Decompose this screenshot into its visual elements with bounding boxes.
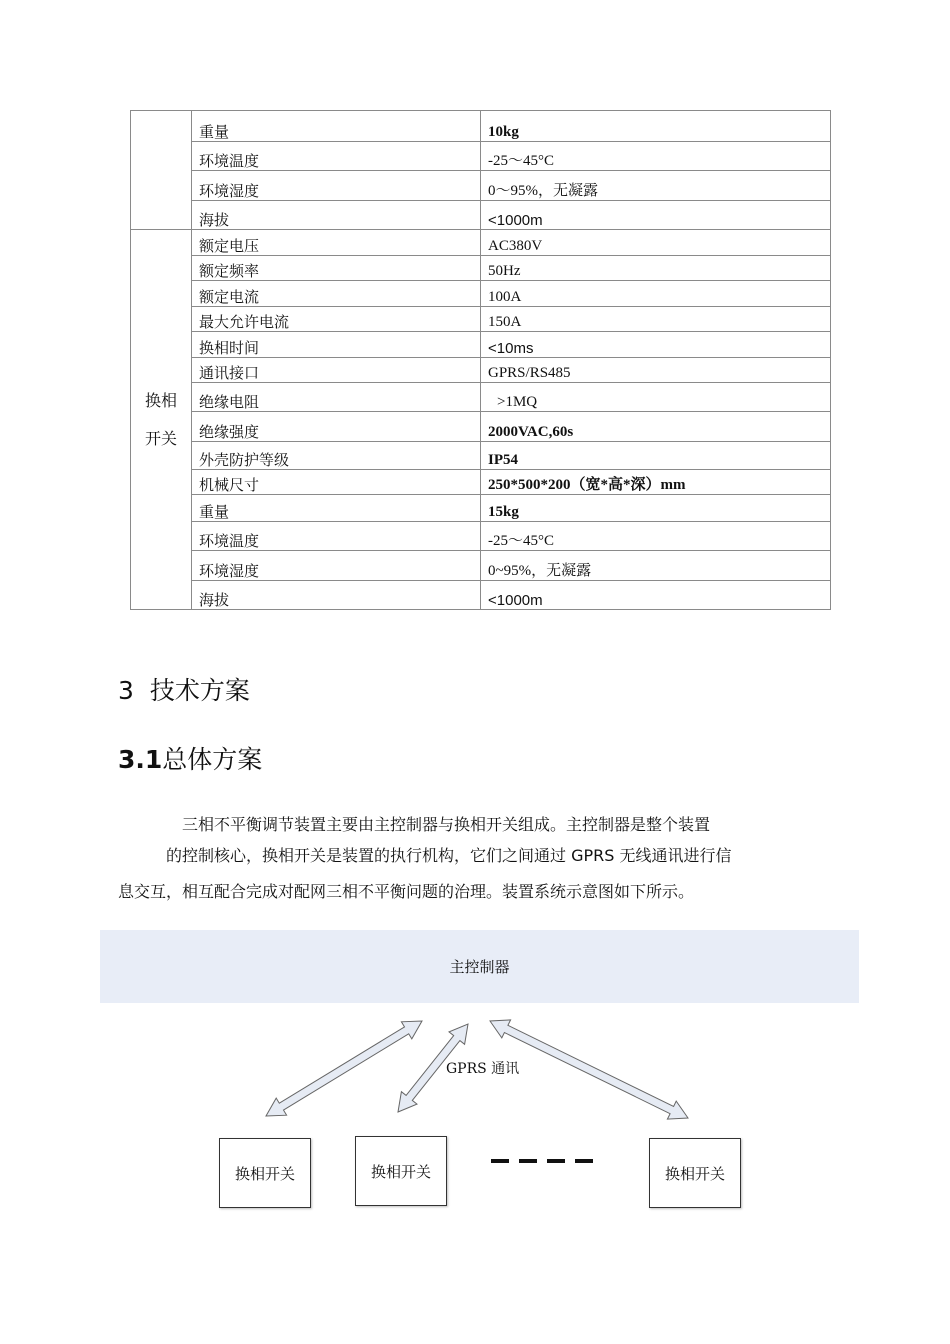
- section-title: 总体方案: [162, 745, 263, 774]
- value-cell: GPRS/RS485: [481, 358, 831, 383]
- switch-label: 换相开关: [234, 1164, 295, 1183]
- param-cell: 换相时间: [192, 332, 481, 358]
- section-3-heading: [118, 671, 250, 707]
- value-cell: <1000m: [481, 201, 831, 230]
- section-number: 3.1: [118, 745, 163, 774]
- ellipsis-dash: [519, 1159, 537, 1163]
- arrow-controller-switch-1: [266, 1021, 422, 1116]
- param-cell: 外壳防护等级: [192, 442, 481, 470]
- system-diagram: [100, 930, 860, 1220]
- gprs-label: GPRS 通讯: [446, 1061, 520, 1077]
- param-cell: 海拔: [192, 201, 481, 230]
- param-cell: 绝缘电阻: [192, 383, 481, 412]
- switch-label: 换相开关: [370, 1162, 431, 1181]
- group2-label-cell: [131, 230, 192, 610]
- paragraph-line: 的控制核心，换相开关是装置的执行机构，它们之间通过 GPRS 无线通讯进行信: [166, 846, 732, 865]
- spec-table: [130, 110, 831, 610]
- value-cell: 150A: [481, 307, 831, 332]
- table-row: [131, 171, 831, 201]
- switch-box-3: [649, 1138, 741, 1208]
- value-cell: <1000m: [481, 581, 831, 610]
- param-cell: 绝缘强度: [192, 412, 481, 442]
- table-row: [131, 581, 831, 610]
- table-row: [131, 470, 831, 495]
- value-cell: -25～45°C: [481, 142, 831, 171]
- arrow-controller-switch-3: [490, 1020, 688, 1119]
- table-row: [131, 522, 831, 551]
- param-cell: 环境湿度: [192, 171, 481, 201]
- value-cell: -25～45°C: [481, 522, 831, 551]
- table-row: [131, 201, 831, 230]
- param-cell: 额定电压: [192, 230, 481, 256]
- param-cell: 通讯接口: [192, 358, 481, 383]
- table-row: [131, 495, 831, 522]
- table-row: [131, 230, 831, 256]
- value-cell: 0~95%，无凝露: [481, 551, 831, 581]
- value-cell: IP54: [481, 442, 831, 470]
- ellipsis-dash: [575, 1159, 593, 1163]
- value-cell: AC380V: [481, 230, 831, 256]
- section-number: 3: [118, 676, 134, 705]
- table-row: [131, 551, 831, 581]
- table-row: [131, 281, 831, 307]
- param-cell: 最大允许电流: [192, 307, 481, 332]
- switch-box-1: [219, 1138, 311, 1208]
- param-cell: 环境湿度: [192, 551, 481, 581]
- ellipsis-dash: [491, 1159, 509, 1163]
- value-cell: 0～95%，无凝露: [481, 171, 831, 201]
- group1-label-cell: [131, 111, 192, 230]
- param-cell: 重量: [192, 111, 481, 142]
- param-cell: 海拔: [192, 581, 481, 610]
- table-row: [131, 256, 831, 281]
- param-cell: 环境温度: [192, 522, 481, 551]
- value-cell: 10kg: [481, 111, 831, 142]
- value-cell: 50Hz: [481, 256, 831, 281]
- table-row: [131, 383, 831, 412]
- param-cell: 环境温度: [192, 142, 481, 171]
- table-row: [131, 358, 831, 383]
- ellipsis-dash: [547, 1159, 565, 1163]
- value-cell: >1MQ: [481, 383, 831, 412]
- param-cell: 额定频率: [192, 256, 481, 281]
- param-cell: 额定电流: [192, 281, 481, 307]
- group2-label-line1: 换相: [144, 390, 177, 410]
- value-cell: 100A: [481, 281, 831, 307]
- table-row: [131, 307, 831, 332]
- switch-box-2: [355, 1136, 447, 1206]
- table-row: [131, 332, 831, 358]
- group2-label-line2: 开关: [144, 428, 177, 448]
- table-row: [131, 412, 831, 442]
- value-cell: 2000VAC,60s: [481, 412, 831, 442]
- table-row: [131, 142, 831, 171]
- value-cell: <10ms: [481, 332, 831, 358]
- param-cell: 机械尺寸: [192, 470, 481, 495]
- section-3-1-heading: [118, 740, 262, 776]
- main-controller-label: 主控制器: [449, 958, 510, 976]
- value-cell: 250*500*200（宽*高*深）mm: [481, 470, 831, 495]
- section-title: 技术方案: [149, 676, 250, 705]
- paragraph-line: 三相不平衡调节装置主要由主控制器与换相开关组成。主控制器是整个装置: [182, 815, 711, 834]
- param-cell: 重量: [192, 495, 481, 522]
- value-cell: 15kg: [481, 495, 831, 522]
- switch-label: 换相开关: [664, 1164, 725, 1183]
- table-row: [131, 111, 831, 142]
- table-row: [131, 442, 831, 470]
- paragraph-line: 息交互，相互配合完成对配网三相不平衡问题的治理。装置系统示意图如下所示。: [118, 882, 695, 901]
